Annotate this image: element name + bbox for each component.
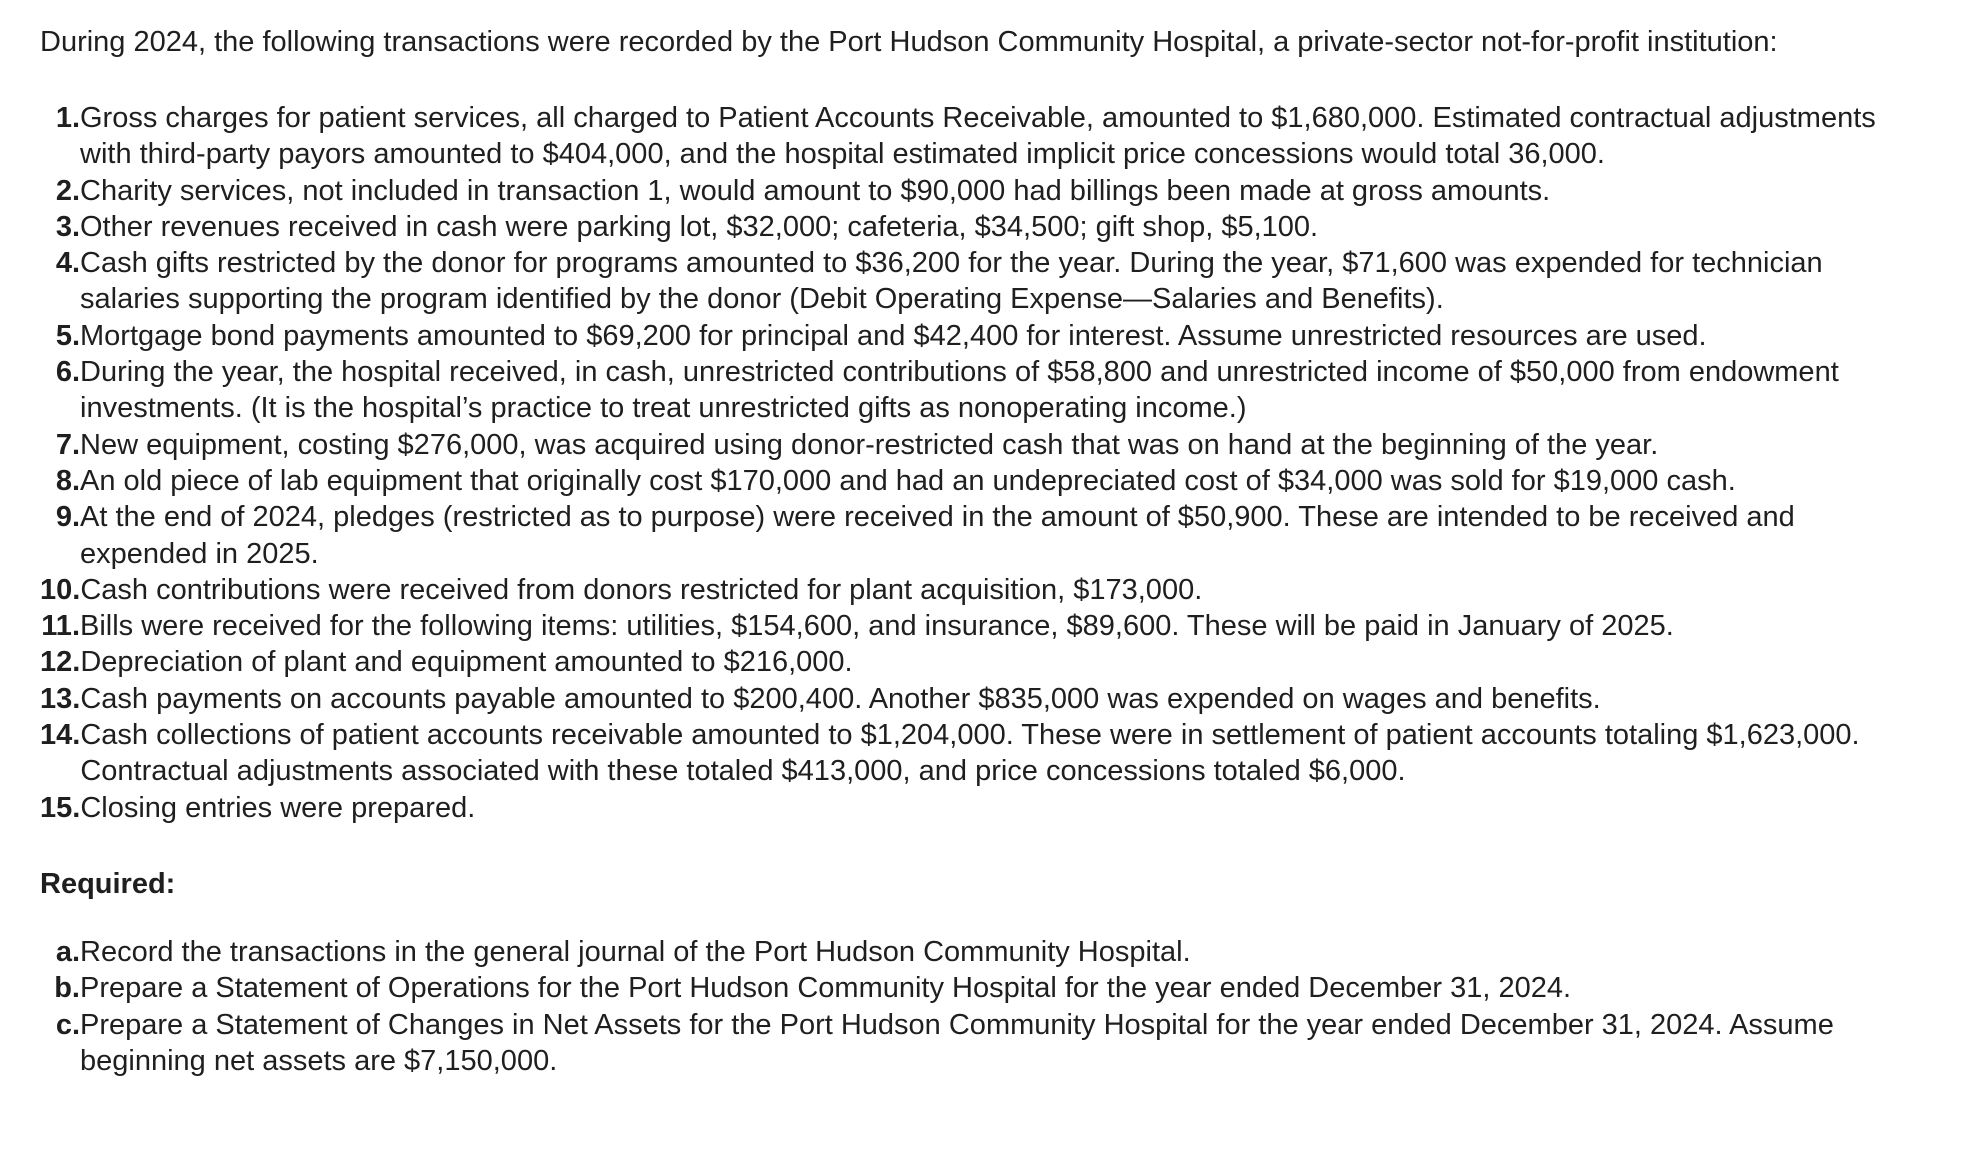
required-text: Prepare a Statement of Operations for the Port Hudson Community Hospital for the year ended December 31, 2024.	[80, 972, 1572, 1005]
transaction-number: 12.	[40, 646, 81, 679]
transaction-text: Cash payments on accounts payable amounted to $200,400. Another $835,000 was expended on wages and benefits.	[80, 682, 1601, 715]
transaction-number: 11.	[41, 610, 80, 643]
transaction-text: Cash gifts restricted by the donor for programs amounted to $36,200 for the year. During the year, $71,600 was expended for technician salaries supporting the program identified by the donor (Debit Operating Expense—Salaries and Benefits).	[80, 247, 1823, 316]
transaction-list	[40, 100, 1926, 826]
transaction-item	[40, 209, 1926, 245]
transaction-item	[40, 354, 1926, 427]
intro-paragraph: During 2024, the following transactions were recorded by the Port Hudson Community Hospital, a private-sector not-for-profit institution:	[40, 26, 1778, 58]
transaction-text: During the year, the hospital received, in cash, unrestricted contributions of $58,800 and unrestricted income of $50,000 from endowment investments. (It is the hospital’s practice to treat unrestricted gifts as nonoperating income.)	[80, 356, 1839, 425]
transaction-text: Bills were received for the following items: utilities, $154,600, and insurance, $89,600. These will be paid in January of 2025.	[80, 610, 1674, 643]
required-list	[40, 934, 1926, 1079]
required-letter: b.	[54, 972, 80, 1005]
transaction-item	[40, 499, 1926, 572]
transaction-item	[40, 100, 1926, 173]
transaction-item	[40, 463, 1926, 499]
transaction-number: 8.	[55, 464, 80, 497]
transaction-number: 1.	[55, 102, 80, 134]
transaction-number: 7.	[55, 428, 80, 461]
transaction-item	[40, 608, 1926, 644]
transaction-text: Cash contributions were received from donors restricted for plant acquisition, $173,000.	[80, 573, 1203, 606]
required-item	[40, 970, 1926, 1006]
transaction-number: 9.	[55, 501, 80, 534]
transaction-text: Cash collections of patient accounts receivable amounted to $1,204,000. These were in settlement of patient accounts totaling $1,623,000. Contractual adjustments associated with these totaled $413,000, and price concessions totaled $6,000.	[80, 719, 1860, 788]
transaction-number: 10.	[40, 573, 81, 606]
transaction-text: Closing entries were prepared.	[80, 791, 476, 824]
transaction-number: 2.	[55, 174, 80, 207]
transaction-item	[40, 572, 1926, 608]
transaction-text: Other revenues received in cash were parking lot, $32,000; cafeteria, $34,500; gift shop, $5,100.	[80, 210, 1319, 243]
transaction-text: At the end of 2024, pledges (restricted as to purpose) were received in the amount of $50,900. These are intended to be received and expended in 2025.	[80, 501, 1795, 570]
transaction-text: An old piece of lab equipment that originally cost $170,000 and had an undepreciated cost of $34,000 was sold for $19,000 cash.	[80, 464, 1736, 497]
transaction-item	[40, 427, 1926, 463]
transaction-text: Charity services, not included in transaction 1, would amount to $90,000 had billings been made at gross amounts.	[80, 174, 1551, 207]
required-item	[40, 1007, 1926, 1080]
transaction-text: Mortgage bond payments amounted to $69,200 for principal and $42,400 for interest. Assume unrestricted resources are used.	[80, 319, 1707, 352]
transaction-item	[40, 717, 1926, 790]
required-text: Record the transactions in the general journal of the Port Hudson Community Hospital.	[80, 935, 1191, 968]
transaction-item	[40, 790, 1926, 826]
required-letter: a.	[55, 935, 80, 968]
transaction-number: 4.	[55, 247, 80, 280]
required-letter: c.	[55, 1008, 80, 1041]
transaction-item	[40, 173, 1926, 209]
transaction-number: 5.	[55, 319, 80, 352]
transaction-number: 13.	[40, 682, 81, 715]
required-heading: Required:	[40, 867, 176, 900]
transaction-item	[40, 644, 1926, 680]
transaction-item	[40, 681, 1926, 717]
transaction-text: New equipment, costing $276,000, was acquired using donor-restricted cash that was on hand at the beginning of the year.	[80, 428, 1659, 461]
transaction-number: 14.	[40, 719, 81, 752]
required-item	[40, 934, 1926, 970]
required-text: Prepare a Statement of Changes in Net Assets for the Port Hudson Community Hospital for the year ended December 31, 2024. Assume beginning net assets are $7,150,000.	[80, 1008, 1834, 1077]
transaction-item	[40, 318, 1926, 354]
transaction-text: Depreciation of plant and equipment amounted to $216,000.	[80, 646, 853, 679]
transaction-number: 15.	[40, 791, 81, 824]
transaction-number: 6.	[55, 356, 80, 389]
transaction-item	[40, 245, 1926, 318]
transaction-text: Gross charges for patient services, all charged to Patient Accounts Receivable, amounted to $1,680,000. Estimated contractual adjustments with third-party payors amounted to $404,000, and the hospital estimated implicit price concessions would total 36,000.	[80, 102, 1876, 171]
transaction-number: 3.	[55, 210, 80, 243]
